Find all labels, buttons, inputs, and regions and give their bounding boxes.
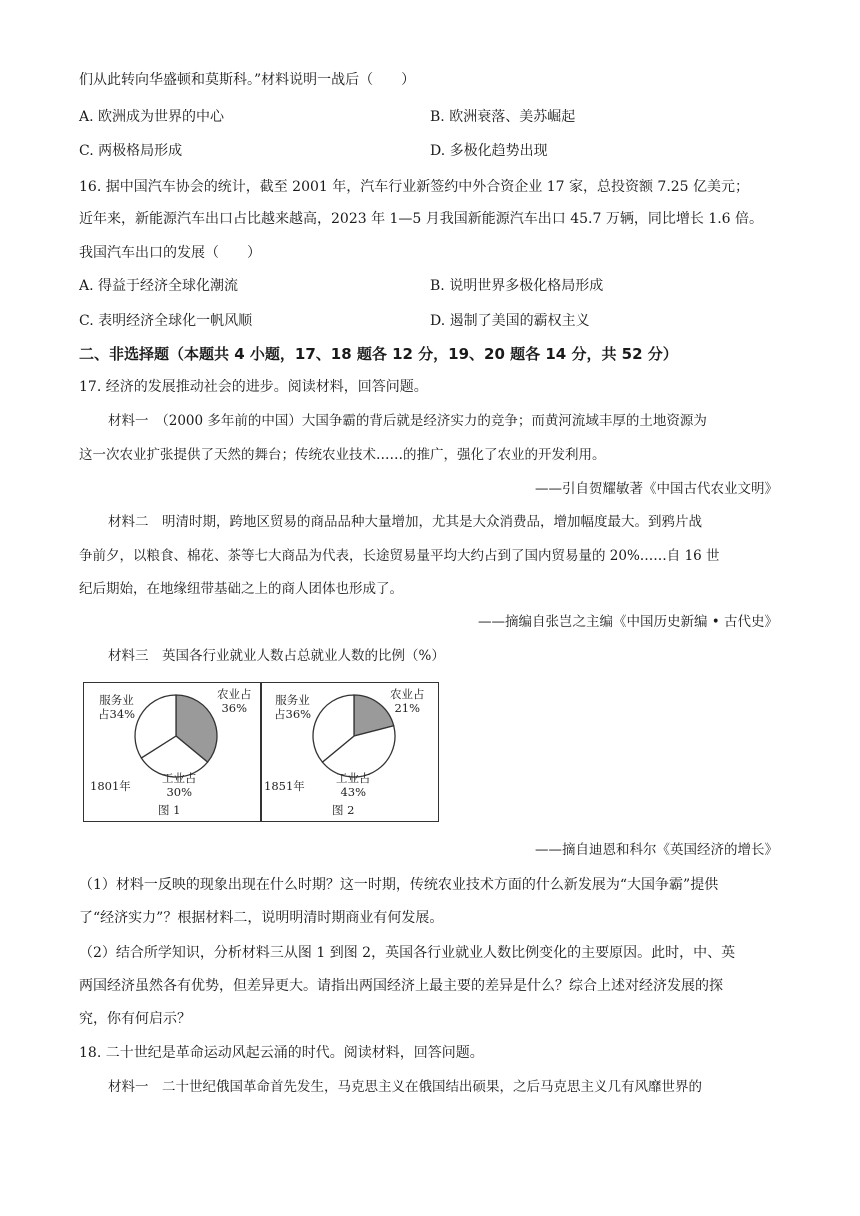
pie2-caption: 图 2: [332, 803, 355, 817]
q17-material2-line1: 材料二 明清时期，跨地区贸易的商品品种大量增加，尤其是大众消费品，增加幅度最大。到鸦片战: [108, 514, 702, 530]
pie1-caption: 图 1: [158, 803, 181, 817]
q17-sub2-line3: 究，你有何启示？: [79, 1011, 191, 1027]
pie1-agriculture-label: 农业占 36%: [217, 687, 252, 715]
q16-stem-line1: 16. 据中国汽车协会的统计，截至 2001 年，汽车行业新签约中外合资企业 17 家，总投资额 7.25 亿美元；: [79, 179, 750, 195]
pie2-agriculture-label: 农业占 21%: [390, 687, 425, 715]
q17-material2-source: ——摘编自张岂之主编《中国历史新编 • 古代史》: [477, 614, 778, 630]
q16-option-c: C. 表明经济全球化一帆风顺: [79, 313, 253, 329]
q17-material1-source: ——引自贺耀敏著《中国古代农业文明》: [535, 481, 778, 497]
q16-stem-line2: 近年来，新能源汽车出口占比越来越高，2023 年 1—5 月我国新能源汽车出口 45.7 万辆，同比增长 1.6 倍。: [79, 211, 764, 227]
q17-material2-line3: 纪后期始，在地缘纽带基础之上的商人团体也形成了。: [79, 581, 403, 597]
q17-material2-line2: 争前夕，以粮食、棉花、茶等七大商品为代表，长途贸易量平均大约占到了国内贸易量的 20%……自 16 世: [79, 548, 720, 564]
pie2-year-label: 1851年: [264, 779, 305, 793]
q17-sub1-line2: 了“经济实力”？根据材料二，说明明清时期商业有何发展。: [79, 910, 444, 926]
section-heading: 二、非选择题（本题共 4 小题，17、18 题各 12 分，19、20 题各 14 分，共 52 分）: [79, 345, 678, 363]
q15-stem-tail: 们从此转向华盛顿和莫斯科。”材料说明一战后（ ）: [79, 72, 416, 88]
q17-material1-line2: 这一次农业扩张提供了天然的舞台；传统农业技术……的推广，强化了农业的开发利用。: [79, 447, 606, 463]
q17-sub1-line1: （1）材料一反映的现象出现在什么时期？这一时期，传统农业技术方面的什么新发展为“大国争霸”提供: [79, 877, 719, 893]
q15-option-a: A. 欧洲成为世界的中心: [79, 109, 225, 125]
pie-chart-figure: [83, 682, 439, 822]
q17-sub2-line1: （2）结合所学知识，分析材料三从图 1 到图 2，英国各行业就业人数比例变化的主要原因。此时，中、英: [79, 945, 736, 961]
q15-option-c: C. 两极格局形成: [79, 143, 183, 159]
q17-material3-title: 材料三 英国各行业就业人数占总就业人数的比例（%）: [108, 648, 445, 664]
q16-option-a: A. 得益于经济全球化潮流: [79, 278, 239, 294]
q18-material1-line1: 材料一 二十世纪俄国革命首先发生，马克思主义在俄国结出硕果，之后马克思主义几有风靡世界的: [108, 1079, 702, 1095]
q17-material1-line1: 材料一 （2000 多年前的中国）大国争霸的背后就是经济实力的竞争；而黄河流域丰厚的土地资源为: [108, 413, 707, 429]
q17-sub2-line2: 两国经济虽然各有优势，但差异更大。请指出两国经济上最主要的差异是什么？综合上述对经济发展的探: [79, 978, 723, 994]
pie2-industry-label: 工业占 43%: [336, 771, 371, 799]
q15-option-d: D. 多极化趋势出现: [430, 143, 548, 159]
q18-stem: 18. 二十世纪是革命运动风起云涌的时代。阅读材料，回答问题。: [79, 1045, 484, 1061]
q16-option-b: B. 说明世界多极化格局形成: [430, 278, 604, 294]
q15-option-b: B. 欧洲衰落、美苏崛起: [430, 109, 576, 125]
q16-option-d: D. 遏制了美国的霸权主义: [430, 313, 590, 329]
q17-stem: 17. 经济的发展推动社会的进步。阅读材料，回答问题。: [79, 379, 428, 395]
pie1-year-label: 1801年: [90, 779, 131, 793]
pie1-industry-label: 工业占 30%: [162, 771, 197, 799]
pie2-service-label: 服务业 占36%: [274, 693, 312, 721]
pie1-service-label: 服务业 占34%: [98, 693, 136, 721]
q17-material3-source: ——摘自迪恩和科尔《英国经济的增长》: [535, 842, 778, 858]
q16-stem-line3: 我国汽车出口的发展（ ）: [79, 245, 261, 261]
